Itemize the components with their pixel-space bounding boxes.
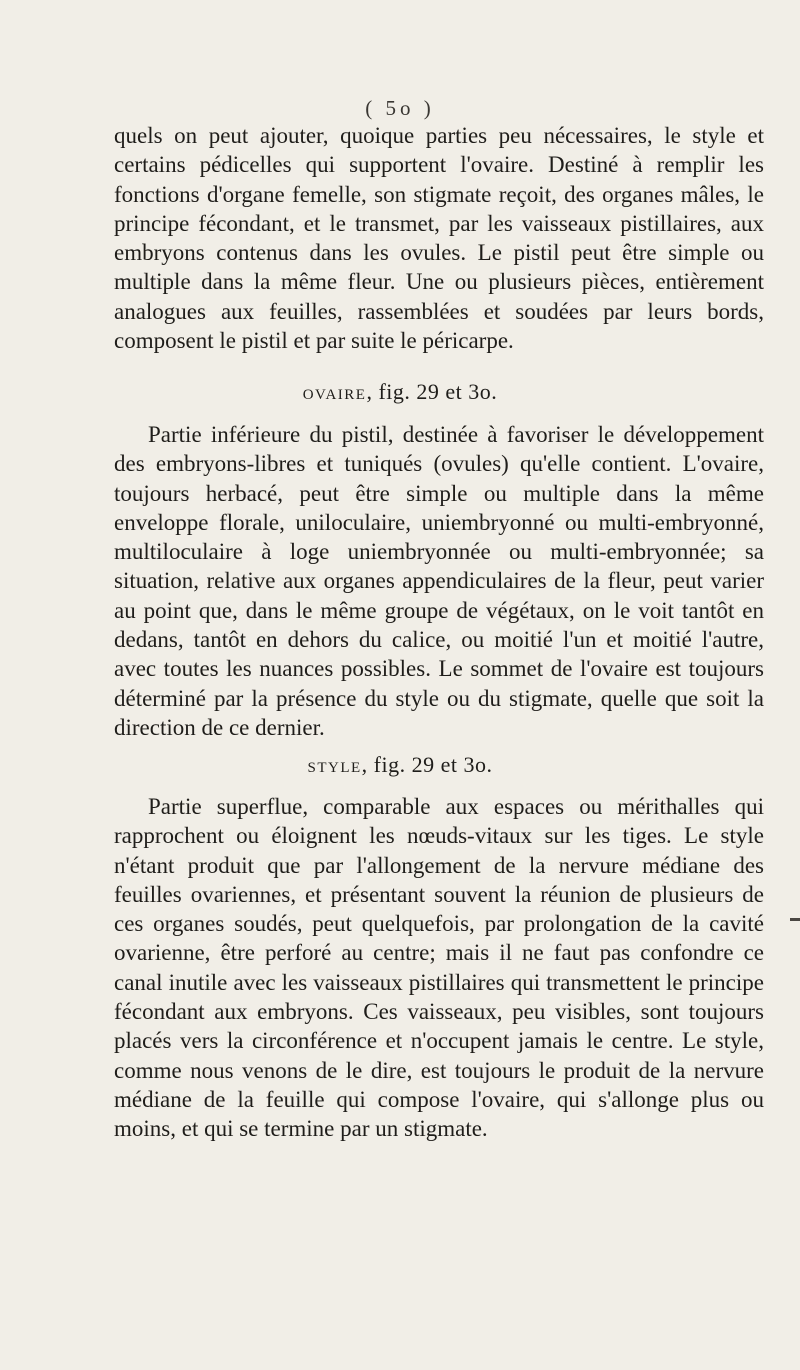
section-heading-style	[0, 752, 800, 778]
page-number: ( 5o )	[365, 96, 435, 120]
paragraph-text: Partie superflue, comparable aux espaces ou mérithalles qui rapprochent ou éloignent les nœuds-vitaux sur les tiges. Le style n'étant produit que par l'allongement de la nervure médiane des feuilles ovariennes, et présentant souvent la réunion de plusieurs de ces organes soudés, peut quelquefois, par prolongation de la cavité ovarienne, être perforé au centre; mais il ne faut pas confondre ce canal inutile avec les vaisseaux pistillaires qui transmettent le principe fécondant aux embryons. Ces vaisseaux, peu visibles, sont toujours placés vers la circonférence et n'occupent jamais le centre. Le style, comme nous venons de le dire, est toujours le produit de la nervure médiane de la feuille qui compose l'ovaire, qui s'allonge plus ou moins, et qui se termine par un stigmate.	[114, 794, 764, 1142]
heading-term: OVAIRE	[302, 387, 367, 403]
page-edge-mark	[790, 918, 800, 921]
paragraph-ovaire	[114, 420, 764, 742]
paragraph-pistil-continued	[114, 121, 764, 355]
heading-figure-reference: , fig. 29 et 3o.	[361, 752, 493, 777]
paragraph-text: quels on peut ajouter, quoique parties peu nécessaires, le style et certains pédicelles qui supportent l'ovaire. Destiné à remplir les fonctions d'organe femelle, son stigmate reçoit, des organes mâles, le principe fécondant, et le transmet, par les vaisseaux pistillaires, aux embryons contenus dans les ovules. Le pistil peut être simple ou multiple dans la même fleur. Une ou plusieurs pièces, entièrement analogues aux feuilles, rassemblées et soudées par leurs bords, composent le pistil et par suite le péricarpe.	[114, 123, 764, 354]
heading-figure-reference: , fig. 29 et 3o.	[366, 379, 498, 404]
paragraph-text: Partie inférieure du pistil, destinée à favoriser le développement des embryons-libres et tuniqués (ovules) qu'elle contient. L'ovaire, toujours herbacé, peut être simple ou multiple dans la même enveloppe florale, uniloculaire, uniembryonné ou multi-embryonné, multiloculaire à loge uniembryonnée ou multi-embryonnée; sa situation, relative aux organes appendiculaires de la fleur, peut varier au point que, dans le même groupe de végétaux, on le voit tantôt en dedans, tantôt en dehors du calice, ou moitié l'un et moitié l'autre, avec toutes les nuances possibles. Le sommet de l'ovaire est toujours déterminé par la présence du style ou du stigmate, quelle que soit la direction de ce dernier.	[114, 422, 764, 740]
paragraph-style	[114, 792, 764, 1144]
section-heading-ovaire	[0, 379, 800, 405]
heading-term: STYLE	[307, 760, 362, 776]
